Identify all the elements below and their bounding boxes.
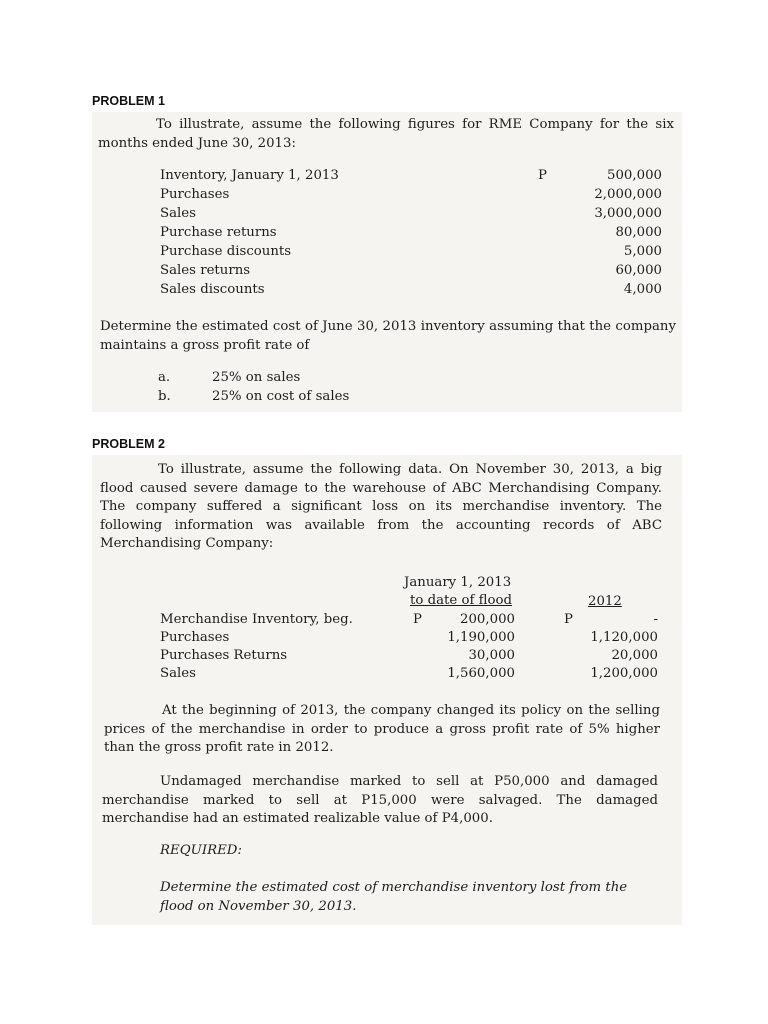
problem-1-scan [92,112,682,412]
problem-2-scan [92,455,682,925]
col2-header: 2012 [588,594,622,609]
p1-value: 3,000,000 [594,206,662,221]
p1-label: Sales discounts [160,282,265,297]
p1-label: Sales returns [160,263,251,278]
p1-value: 500,000 [607,168,662,183]
p1-row [160,185,662,204]
required-text: Determine the estimated cost of merchandise inventory lost from the flood on November 30, 2013. [160,880,628,914]
p2-row-label: Purchases [160,630,230,645]
p2-row-label: Merchandise Inventory, beg. [160,612,353,627]
option-text: 25% on sales [212,370,301,385]
p2-table-row [160,646,658,665]
p1-row [160,242,662,261]
p1-label: Inventory, January 1, 2013 [160,168,339,183]
currency-prefix: P [413,612,422,627]
p2-col1-value: 200,000 [460,612,515,627]
problem-1-intro: To illustrate, assume the following figures for RME Company for the six months ended June 30, 2013: [98,117,674,151]
p2-col1-value: 1,190,000 [447,630,515,645]
p1-row [160,204,662,223]
p2-col2-value: 1,200,000 [590,666,658,681]
p1-value: 2,000,000 [594,187,662,202]
p2-table-row [160,628,658,647]
option-text: 25% on cost of sales [212,389,350,404]
p1-value: 80,000 [615,225,662,240]
problem-2-heading: PROBLEM 2 [92,437,165,451]
option-letter: b. [158,389,171,404]
p2-col1-value: 1,560,000 [447,666,515,681]
p2-col1-value: 30,000 [468,648,515,663]
p1-option [158,387,458,406]
required-label: REQUIRED: [160,843,242,858]
problem-2-policy-paragraph: At the beginning of 2013, the company changed its policy on the selling prices of the merchandise in order to produce a gross profit rate of 5% higher than the gross profit rate in 2012. [104,703,660,755]
p1-option [158,368,458,387]
p2-col2-value: - [653,612,658,627]
problem-1-question: Determine the estimated cost of June 30, 2013 inventory assuming that the company maintains a gross profit rate of [100,319,676,353]
p1-row [160,261,662,280]
p1-row [160,223,662,242]
col1-header-line1: January 1, 2013 [404,575,512,590]
p1-label: Purchase discounts [160,244,292,259]
p1-value: 4,000 [623,282,662,297]
p2-col2-value: 1,120,000 [590,630,658,645]
p2-col2-value: 20,000 [611,648,658,663]
p1-label: Purchase returns [160,225,277,240]
p1-value: 60,000 [615,263,662,278]
p2-table-row [160,664,658,683]
p1-label: Purchases [160,187,230,202]
p1-value: 5,000 [623,244,662,259]
currency-prefix: P [538,168,547,183]
p1-row [160,166,662,185]
p1-label: Sales [160,206,196,221]
problem-2-intro: To illustrate, assume the following data. On November 30, 2013, a big flood caused severe damage to the warehouse of ABC Merchandising Company. The company suffered a significant loss on its merchandise inventory. The following information was available from the accounting records of ABC Merchandising Company: [100,462,662,551]
currency-prefix: P [564,612,573,627]
p2-row-label: Sales [160,666,196,681]
col1-header-line2: to date of flood [410,593,512,608]
p2-table-row [160,610,658,629]
problem-1-heading: PROBLEM 1 [92,94,165,108]
p2-row-label: Purchases Returns [160,648,288,663]
option-letter: a. [158,370,171,385]
p1-row [160,280,662,299]
problem-2-salvage-paragraph: Undamaged merchandise marked to sell at P50,000 and damaged merchandise marked to sell at P15,000 were salvaged. The damaged merchandise had an estimated realizable value of P4,000. [102,774,658,826]
